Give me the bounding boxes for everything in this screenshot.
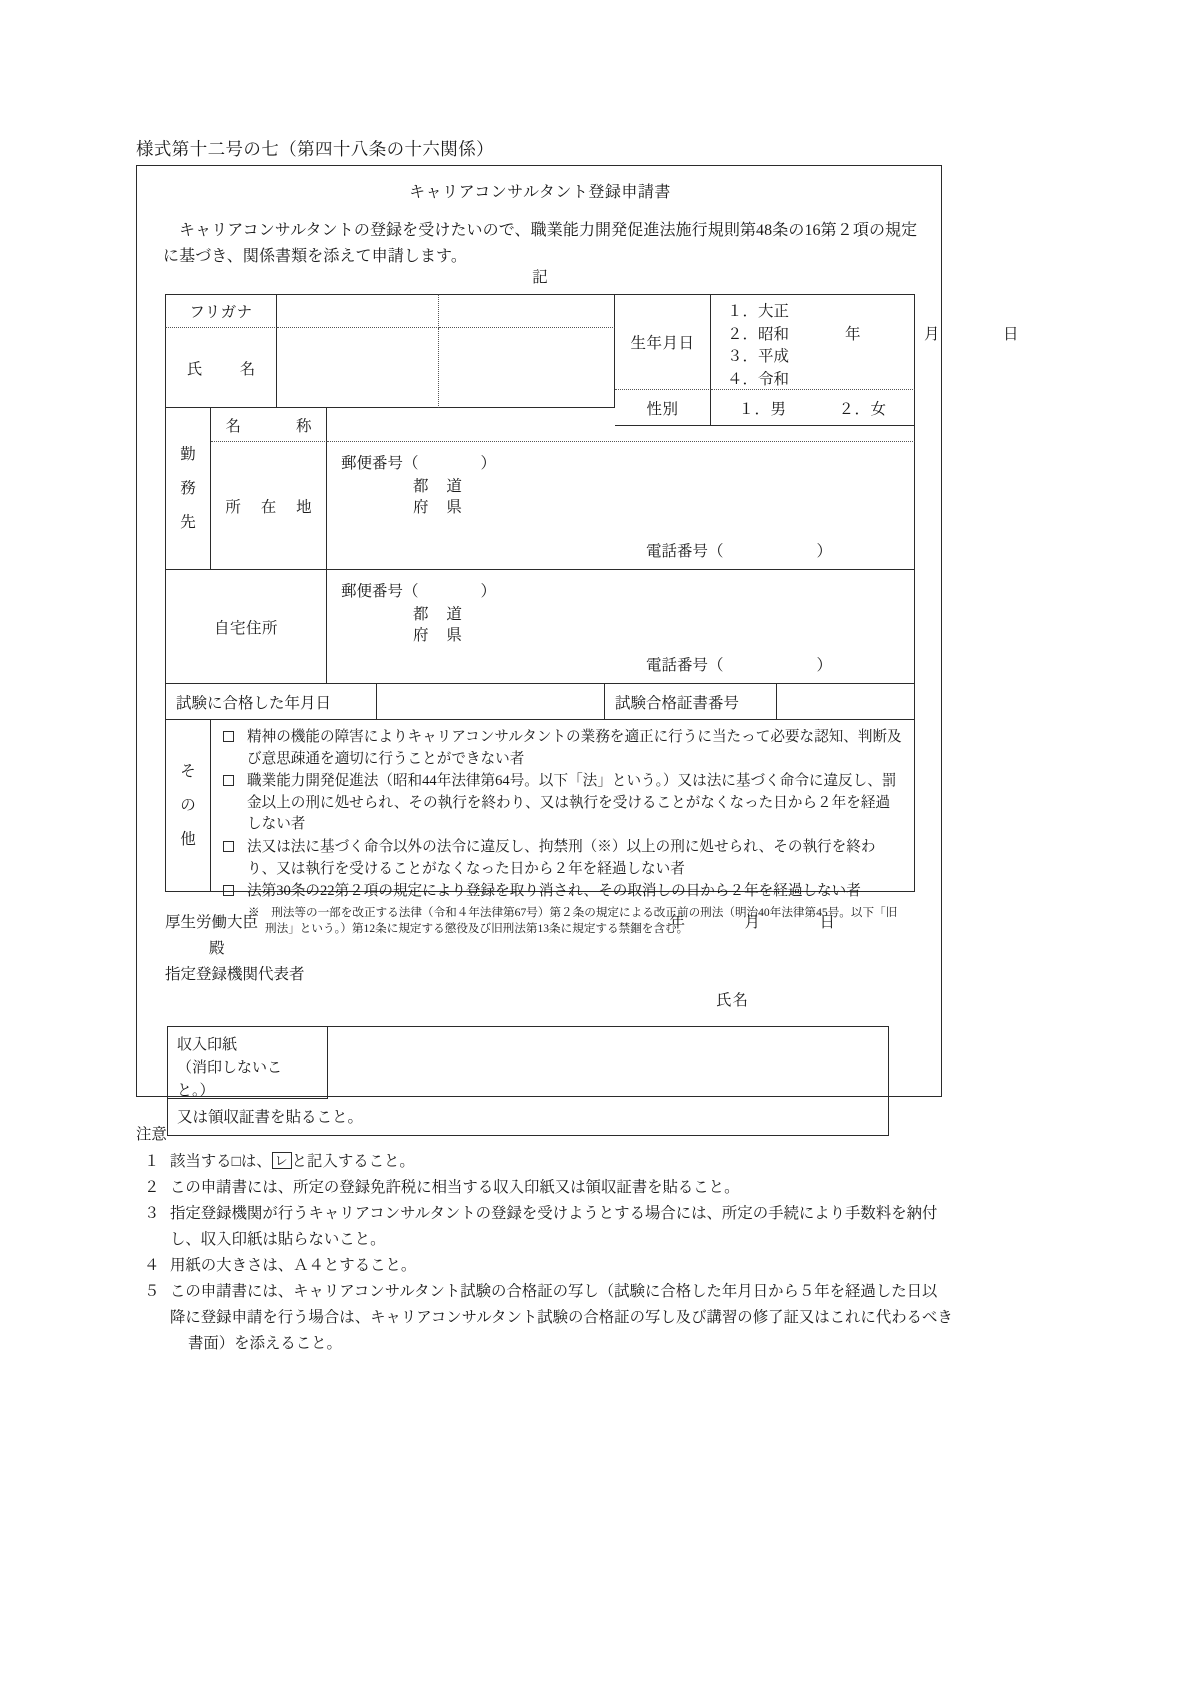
era-num-3: ３． — [727, 348, 759, 365]
revenue-stamp-inner[interactable] — [168, 1027, 328, 1099]
dono-label: 殿 — [209, 940, 225, 957]
home-address-label-cell — [165, 570, 327, 684]
submission-date-placeholder[interactable]: 年 月 日 — [669, 914, 857, 931]
furigana-input-a[interactable] — [277, 294, 439, 328]
workplace-label-char-2: 務 — [180, 479, 196, 497]
birthdate-ymd: 年 月 日 — [845, 325, 1043, 343]
note-number-3: ３ — [144, 1205, 160, 1222]
exam-date-label-cell — [165, 684, 377, 720]
checkbox-icon[interactable] — [223, 885, 234, 896]
note-number-4: ４ — [144, 1257, 160, 1274]
workplace-name-input[interactable] — [327, 408, 915, 442]
home-address-fields — [327, 570, 914, 683]
era-list — [711, 295, 1043, 391]
stamp-line-3: と。） — [177, 1083, 215, 1099]
note-text-3-cont: し、収入印紙は貼らないこと。 — [170, 1231, 386, 1248]
era-num-1: １． — [727, 303, 759, 320]
workplace-name-label-cell — [211, 408, 327, 442]
home-todofuken-line2: 府 県 — [413, 627, 469, 644]
note-item-5 — [136, 1279, 996, 1305]
signature-area — [165, 910, 917, 1022]
birthdate-label: 生年月日 — [630, 335, 695, 352]
note-text-4: 用紙の大きさは、Ａ４とすること。 — [170, 1257, 417, 1274]
home-todofuken-line1: 都 道 — [413, 606, 469, 623]
workplace-label-char-3: 先 — [180, 513, 196, 531]
stamp-line-2: （消印しないこ — [177, 1060, 283, 1076]
applicant-name-row — [165, 988, 917, 1022]
furigana-label-cell — [165, 294, 277, 328]
home-todofuken — [413, 604, 469, 646]
note-text-5-cont1: 降に登録申請を行う場合は、キャリアコンサルタント試験の合格証の写し及び講習の修了証又はこれに代わるべき — [170, 1309, 953, 1326]
checkbox-icon[interactable] — [223, 731, 234, 742]
dono-row — [165, 936, 917, 962]
name-input-a[interactable] — [277, 328, 439, 408]
note-text-5: この申請書には、キャリアコンサルタント試験の合格証の写し（試験に合格した年月日から５年を経過した日以 — [170, 1283, 938, 1300]
name-label-cell — [165, 328, 277, 408]
other-label-char-2: の — [180, 796, 196, 814]
check-mark-glyph: レ — [272, 1152, 292, 1169]
checkbox-label-revoked: 法第30条の22第２項の規定により登録を取り消され、その取消しの日から２年を経過しない者 — [247, 883, 861, 900]
workplace-todofuken-line2: 府 県 — [413, 499, 469, 516]
checkbox-item-other-law[interactable] — [219, 837, 904, 880]
notes-section — [136, 1122, 996, 1357]
era-option-reiwa[interactable] — [727, 369, 914, 392]
stamp-line-1: 収入印紙 — [177, 1037, 238, 1053]
workplace-address-label: 所 在 地 — [225, 498, 320, 516]
ki-mark: 記 — [532, 269, 548, 286]
workplace-todofuken — [413, 476, 469, 518]
workplace-label-char-1: 勤 — [180, 445, 196, 463]
exam-cert-label-cell — [605, 684, 777, 720]
stamp-footer: 又は領収証書を貼ること。 — [177, 1109, 364, 1126]
gender-option-male[interactable]: １．男 — [738, 400, 787, 418]
other-label — [166, 720, 210, 891]
home-address-input[interactable] — [327, 570, 915, 684]
note-text-2: この申請書には、所定の登録免許税に相当する収入印紙又は領収証書を貼ること。 — [170, 1179, 740, 1196]
exam-cert-label: 試験合格証書番号 — [615, 694, 740, 712]
workplace-address-fields — [327, 442, 914, 569]
registrar-row — [165, 962, 917, 988]
note-text-1b: と記入すること。 — [291, 1153, 415, 1170]
checkbox-item-law-violation[interactable] — [219, 771, 904, 836]
exam-date-label: 試験に合格した年月日 — [176, 694, 332, 712]
revenue-stamp-box — [167, 1026, 889, 1136]
other-label-cell — [165, 720, 211, 892]
workplace-label-cell — [165, 408, 211, 570]
workplace-address-input[interactable] — [327, 442, 915, 570]
exam-date-input[interactable] — [377, 684, 605, 720]
furigana-input-b[interactable] — [439, 294, 615, 328]
era-option-showa[interactable] — [727, 324, 1043, 347]
checkbox-item-revoked[interactable] — [219, 881, 904, 903]
note-item-2 — [136, 1175, 996, 1201]
checkbox-label-other-law: 法又は法に基づく命令以外の法令に違反し、拘禁刑（※）以上の刑に処せられ、その執行を終わり、又は執行を受けることがなくなった日から２年を経過しない者 — [247, 838, 876, 877]
era-num-2: ２． — [727, 325, 759, 343]
era-num-4: ４． — [727, 370, 759, 388]
birthdate-era-cell[interactable] — [711, 294, 1043, 390]
other-label-char-1: そ — [180, 762, 196, 780]
birthdate-label-cell — [615, 294, 711, 390]
note-item-4 — [136, 1253, 996, 1279]
gender-option-female[interactable]: ２．女 — [838, 400, 887, 418]
page-title: キャリアコンサルタント登録申請書 — [409, 184, 671, 201]
applicant-name-label[interactable]: 氏名 — [715, 992, 749, 1009]
era-option-taisho[interactable] — [727, 301, 914, 324]
workplace-label — [166, 408, 210, 569]
note-item-1 — [136, 1149, 996, 1175]
form-code: 様式第十二号の七（第四十八条の十六関係） — [136, 139, 494, 159]
note-text-3: 指定登録機関が行うキャリアコンサルタントの登録を受けようとする場合には、所定の手続により手数料を納付 — [170, 1205, 938, 1222]
form-outer-frame — [136, 165, 1043, 1126]
workplace-todofuken-line1: 都 道 — [413, 478, 469, 495]
note-number-5: ５ — [144, 1283, 160, 1300]
checkbox-label-mental: 精神の機能の障害によりキャリアコンサルタントの業務を適正に行うに当たって必要な認知、判断及び意思疎通を適切に行うことができない者 — [247, 729, 902, 767]
intro-paragraph: キャリアコンサルタントの登録を受けたいので、職業能力開発促進法施行規則第48条の16第２項の規定に基づき、関係書類を添えて申請します。 — [163, 222, 918, 265]
minister-row — [165, 910, 917, 936]
workplace-zip-label: 郵便番号（ ） — [341, 455, 497, 472]
checkbox-icon[interactable] — [223, 841, 234, 852]
checkbox-icon[interactable] — [223, 775, 234, 786]
home-zip-label: 郵便番号（ ） — [341, 583, 497, 600]
era-name-taisho: 大正 — [758, 303, 790, 320]
footnote-kinkokei: ※ 刑法等の一部を改正する法律（令和４年法律第67号）第２条の規定による改正前の刑法（明治40年法律第45号。以下「旧刑法」という。）第12条に規定する懲役及び旧刑法第13条に規定する禁錮を含む。 — [248, 905, 898, 936]
era-option-heisei[interactable] — [727, 346, 914, 369]
name-label: 氏 名 — [186, 360, 267, 378]
minister-label: 厚生労働大臣 — [165, 914, 259, 931]
era-name-reiwa: 令和 — [758, 370, 790, 388]
home-tel-label: 電話番号（ ） — [645, 657, 832, 674]
registrar-label: 指定登録機関代表者 — [165, 966, 305, 983]
furigana-label: フリガナ — [189, 304, 253, 321]
gender-label: 性別 — [646, 400, 679, 418]
note-number-2: ２ — [144, 1179, 160, 1196]
workplace-name-label: 名 称 — [225, 417, 320, 435]
workplace-tel-label: 電話番号（ ） — [645, 543, 832, 560]
note-text-1a: 該当する□は、 — [170, 1153, 272, 1170]
note-item-3 — [136, 1201, 996, 1227]
checkbox-label-law-violation: 職業能力開発促進法（昭和44年法律第64号。以下「法」という。）又は法に基づく命令に違反し、罰金以上の刑に処せられ、その執行を終わり、又は執行を受けることがなくなった日から２年を経過しない者 — [247, 773, 897, 833]
checkbox-item-mental[interactable] — [219, 727, 904, 770]
other-label-char-3: 他 — [180, 830, 196, 848]
era-name-heisei: 平成 — [758, 348, 790, 365]
era-name-showa: 昭和 — [758, 325, 790, 343]
note-text-5-cont2: 書面）を添えること。 — [188, 1335, 342, 1352]
name-input-b[interactable] — [439, 328, 615, 408]
workplace-address-label-cell — [211, 442, 327, 570]
exam-cert-input[interactable] — [777, 684, 915, 720]
note-number-1: １ — [144, 1153, 160, 1170]
home-address-label: 自宅住所 — [213, 619, 278, 637]
notes-title: 注意 — [136, 1126, 167, 1143]
